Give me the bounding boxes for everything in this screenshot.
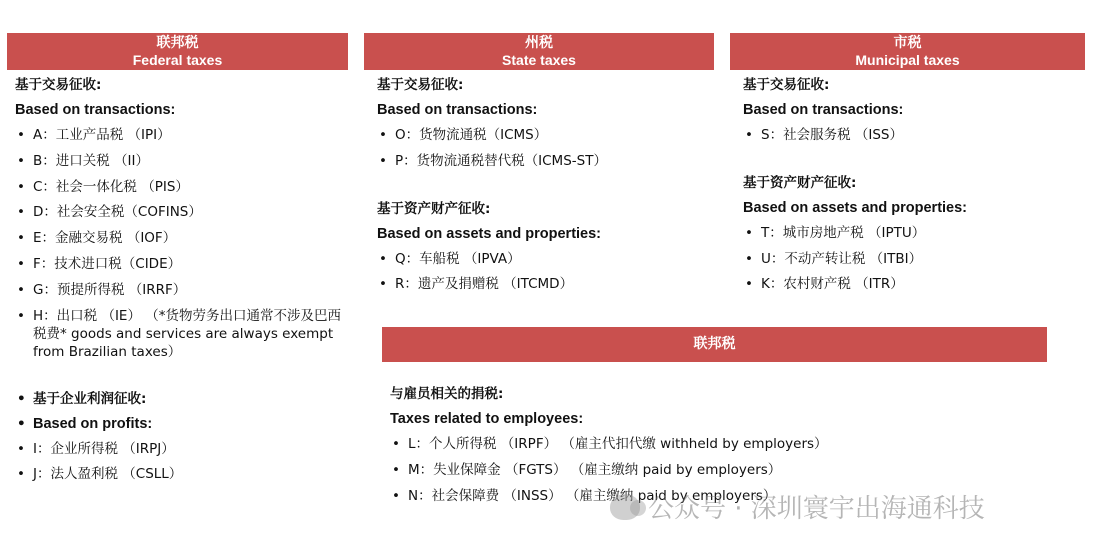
list-item: • G：预提所得税 （IRRF） [17, 281, 187, 298]
state-transactions-heading-zh: 基于交易征收: [377, 77, 464, 93]
watermark-text: 公众号 · 深圳寰宇出海通科技 [648, 494, 985, 524]
list-item: • F：技术进口税（CIDE） [17, 255, 182, 272]
employee-taxes-header [382, 327, 1047, 362]
federal-transactions-heading-en: Based on transactions: [15, 102, 176, 118]
federal-taxes-header [7, 33, 348, 70]
municipal-column [743, 73, 1083, 298]
list-item: • N：社会保障费 （INSS） （雇主缴纳 paid by employers） [392, 487, 777, 504]
wechat-logo-icon [610, 494, 640, 520]
state-column [377, 73, 717, 298]
list-item: • K：农村财产税 （ITR） [745, 276, 904, 293]
federal-profits-heading-zh: • 基于企业利润征收: [17, 390, 147, 407]
municipal-header-zh: 市税 [893, 35, 922, 51]
municipal-assets-heading-en: Based on assets and properties: [743, 199, 968, 216]
municipal-assets-heading-zh: 基于资产财产征收: [743, 174, 857, 191]
list-item: • I：企业所得税 （IRPJ） [17, 440, 175, 457]
municipal-header-en: Municipal taxes [855, 52, 960, 68]
federal-column [15, 73, 355, 488]
list-item: • R：遗产及捐赠税 （ITCMD） [379, 276, 574, 293]
municipal-transactions-heading-zh: 基于交易征收: [743, 77, 830, 93]
state-taxes-header [364, 33, 714, 70]
list-item: • Q：车船税 （IPVA） [379, 250, 521, 267]
federal-header-zh: 联邦税 [156, 35, 199, 51]
watermark [610, 488, 985, 525]
state-transactions-heading-en: Based on transactions: [377, 102, 538, 118]
list-item: • J：法人盈利税 （CSLL） [17, 466, 183, 483]
federal-profits-heading-en: • Based on profits: [17, 415, 153, 432]
list-item: • U：不动产转让税 （ITBI） [745, 250, 923, 267]
list-item: • D：社会安全税（COFINS） [17, 204, 202, 221]
federal-transactions-heading-zh: 基于交易征收: [15, 77, 102, 93]
list-item: • S：社会服务税 （ISS） [745, 127, 903, 143]
list-item: • M：失业保障金 （FGTS） （雇主缴纳 paid by employers） [392, 461, 782, 478]
municipal-taxes-header [730, 33, 1085, 70]
employee-header-zh: 联邦税 [693, 336, 736, 352]
list-item: • A：工业产品税 （IPI） [17, 127, 171, 143]
list-item: • T：城市房地产税 （IPTU） [745, 224, 926, 241]
state-assets-heading-en: Based on assets and properties: [377, 225, 602, 242]
federal-header-en: Federal taxes [132, 52, 223, 68]
list-item: • L：个人所得税 （IRPF） （雇主代扣代缴 withheld by employers） [392, 436, 828, 452]
list-item: • B：进口关税 （II） [17, 152, 150, 169]
employee-heading-en: Taxes related to employees: [390, 411, 584, 427]
list-item: • P：货物流通税替代税（ICMS-ST） [379, 152, 607, 169]
list-item: • E：金融交易税 （IOF） [17, 230, 177, 247]
list-item: • C：社会一体化税 （PIS） [17, 178, 189, 195]
employee-heading-zh: 与雇员相关的捐税: [390, 386, 504, 402]
state-header-zh: 州税 [525, 35, 553, 51]
list-item: • H：出口税 （IE） （*货物劳务出口通常不涉及巴西税费* goods and services are always exempt from Brazilian taxes） [17, 307, 341, 360]
state-assets-heading-zh: 基于资产财产征收: [377, 200, 491, 217]
list-item: • O：货物流通税（ICMS） [379, 127, 548, 143]
state-header-en: State taxes [502, 52, 576, 68]
municipal-transactions-heading-en: Based on transactions: [743, 102, 904, 118]
